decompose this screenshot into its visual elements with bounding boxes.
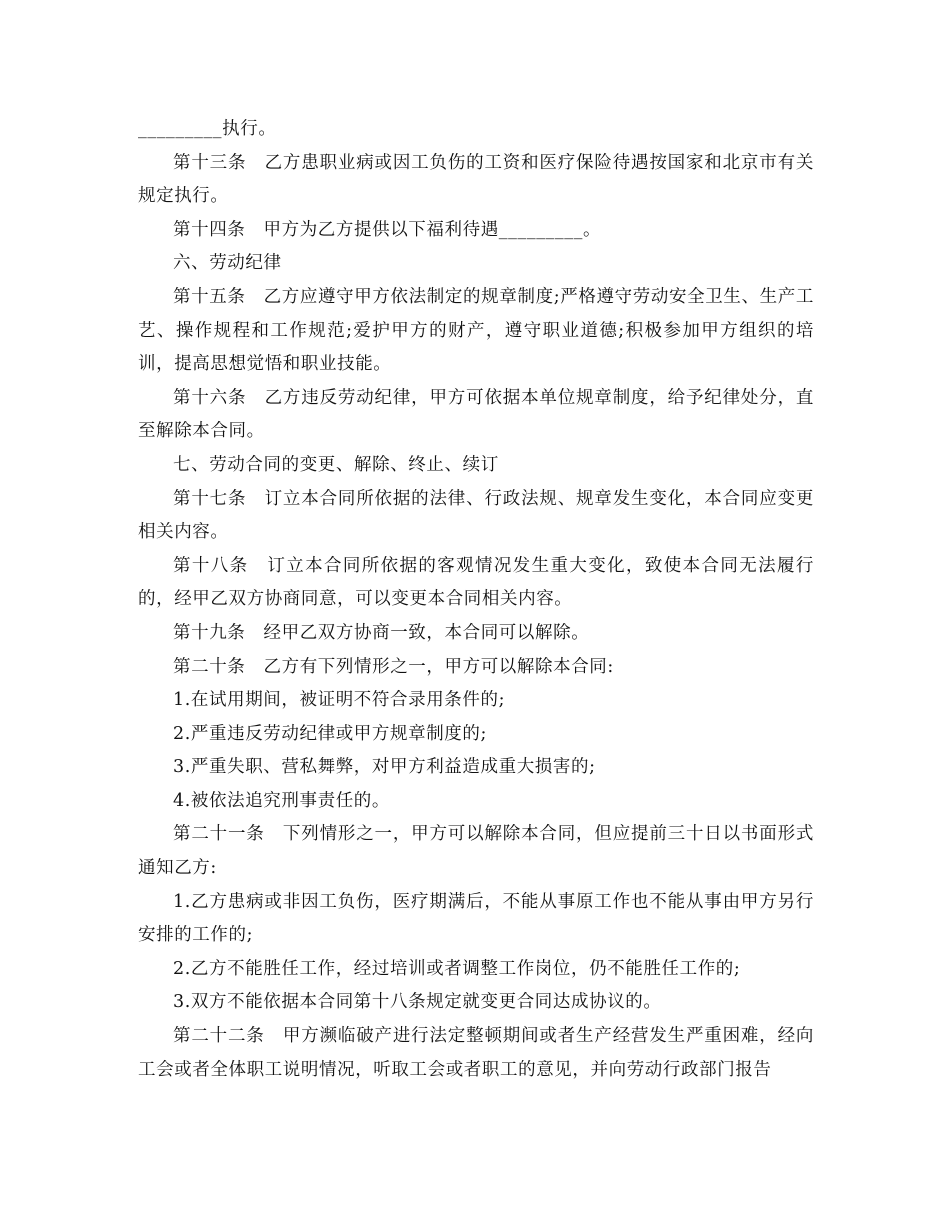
list-item: 1.乙方患病或非因工负伤，医疗期满后，不能从事原工作也不能从事由甲方另行安排的工作的; bbox=[138, 891, 814, 946]
article-15: 第十五条 乙方应遵守甲方依法制定的规章制度;严格遵守劳动安全卫生、生产工艺、操作规程和工作规范;爱护甲方的财产，遵守职业道德;积极参加甲方组织的培训，提高思想觉悟和职业技能。 bbox=[138, 286, 814, 375]
article-13: 第十三条 乙方患职业病或因工负伤的工资和医疗保险待遇按国家和北京市有关规定执行。 bbox=[138, 152, 814, 207]
article-18: 第十八条 订立本合同所依据的客观情况发生重大变化，致使本合同无法履行的，经甲乙双方协商同意，可以变更本合同相关内容。 bbox=[138, 555, 814, 610]
list-item: 1.在试用期间，被证明不符合录用条件的; bbox=[173, 690, 506, 711]
document-body bbox=[138, 113, 814, 1087]
list-item: 3.双方不能依据本合同第十八条规定就变更合同达成协议的。 bbox=[173, 992, 662, 1013]
article-20: 第二十条 乙方有下列情形之一，甲方可以解除本合同: bbox=[173, 656, 614, 677]
article-19: 第十九条 经甲乙双方协商一致，本合同可以解除。 bbox=[173, 622, 590, 643]
list-item: 3.严重失职、营私舞弊，对甲方利益造成重大损害的; bbox=[173, 757, 596, 778]
article-17: 第十七条 订立本合同所依据的法律、行政法规、规章发生变化，本合同应变更相关内容。 bbox=[138, 488, 814, 543]
article-16: 第十六条 乙方违反劳动纪律，甲方可依据本单位规章制度，给予纪律处分，直至解除本合同。 bbox=[138, 387, 814, 442]
list-item: 2.乙方不能胜任工作，经过培训或者调整工作岗位，仍不能胜任工作的; bbox=[173, 958, 741, 979]
paragraph-blank-execution: _________执行。 bbox=[138, 119, 277, 139]
list-item: 2.严重违反劳动纪律或甲方规章制度的; bbox=[173, 723, 487, 744]
section-heading-contract-changes: 七、劳动合同的变更、解除、终止、续订 bbox=[173, 454, 499, 475]
section-heading-labor-discipline: 六、劳动纪律 bbox=[173, 253, 282, 274]
article-14: 第十四条 甲方为乙方提供以下福利待遇_________。 bbox=[173, 219, 602, 240]
list-item: 4.被依法追究刑事责任的。 bbox=[173, 790, 390, 811]
article-22: 第二十二条 甲方濒临破产进行法定整顿期间或者生产经营发生严重困难，经向工会或者全体职工说明情况，听取工会或者职工的意见，并向劳动行政部门报告 bbox=[138, 1026, 814, 1080]
article-21: 第二十一条 下列情形之一，甲方可以解除本合同，但应提前三十日以书面形式通知乙方: bbox=[138, 824, 814, 879]
